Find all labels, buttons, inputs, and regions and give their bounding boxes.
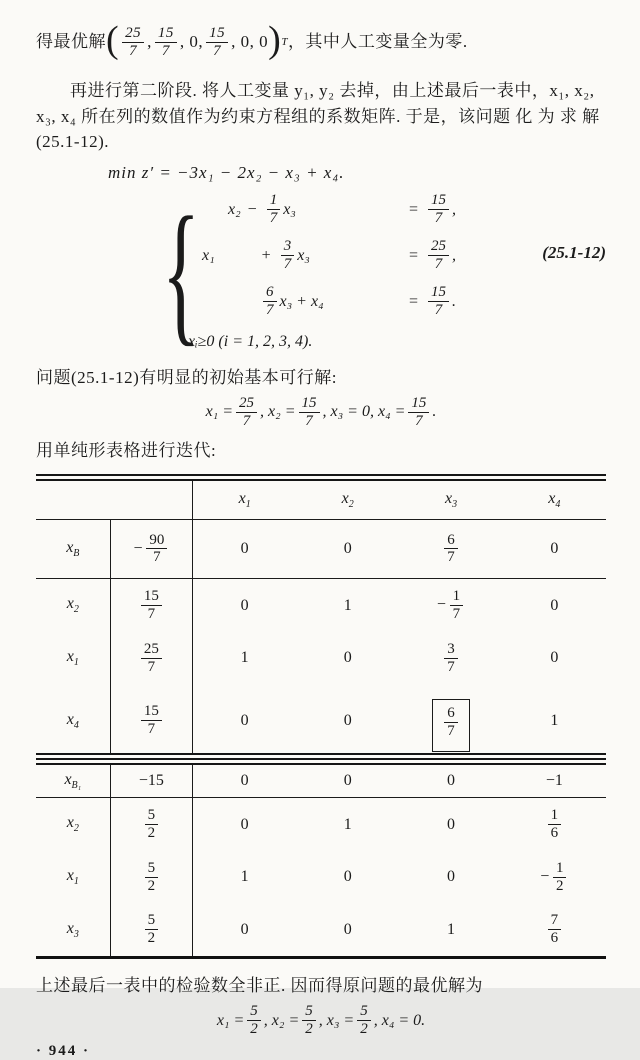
table-row [36,851,606,904]
fraction: $\frac{25}{7}$ [122,25,144,60]
cell: 0 [240,920,249,938]
open-paren: ( [106,19,120,61]
fraction: $\frac{15}{7}$ [408,395,429,430]
term: x₃ [297,246,310,264]
iterate-intro: 用单纯形表格进行迭代: [36,441,217,460]
fraction: $\frac{1}{7}$ [267,192,281,227]
pivot-cell [399,684,502,754]
fraction: $\frac{5}{2}$ [357,1003,371,1038]
objective-row [36,765,606,798]
cell: 0 [240,711,249,729]
equation-row [202,187,606,233]
cell: − $\frac{1}{7}$ [399,579,502,632]
initial-solution-line [36,390,606,434]
punctuation: . [452,292,457,310]
cell: 0 [503,519,606,579]
basis-value [110,579,193,632]
basis-value: −15 [110,765,193,798]
punctuation: , [452,246,457,264]
fraction: $\frac{3}{7}$ [444,641,458,676]
cell: 0 [193,765,296,798]
separator: , 0, [179,32,204,52]
term: , x₃ = 0, x₄ = [322,403,406,420]
basis-value: − $\frac{90}{7}$ [110,519,193,579]
column-header-x1: $x_1$ [193,481,296,520]
fraction: $\frac{5}{2}$ [145,807,159,842]
fraction: $\frac{5}{2}$ [302,1003,316,1038]
final-solution-line [36,999,606,1043]
operator: + [261,246,271,264]
term: x₃ + x₄ [279,292,324,310]
equals-sign: = [409,200,419,218]
term: x₁ = [205,403,234,420]
term: , x₄ = 0. [373,1011,426,1029]
fraction: $\frac{1}{6}$ [548,807,562,842]
cell: 1 [240,868,249,886]
objective-row [36,519,606,579]
table-row [36,632,606,685]
term: , x₂ = [260,403,296,420]
basis-value [110,684,193,754]
equation-label: (25.1-12) [542,242,606,262]
fraction: $\frac{15}{7}$ [428,284,449,319]
row-label: $x_1$ [36,632,110,685]
cell [503,903,606,956]
term: x₁ [202,246,215,264]
page-number: · 944 · [36,1042,91,1059]
close-paren: ) [268,19,282,61]
empty-cell [110,481,193,520]
fraction: $\frac{90}{7}$ [146,532,167,567]
middle-double-rule [36,758,606,765]
paragraph-line: 再进行第二阶段. 将人工变量 y₁, y₂ 去掉，由上述最后一表中，x₁, x₂, [70,81,595,100]
cell: 0 [343,711,352,729]
cell: 0 [447,868,456,886]
cell: 0 [296,519,399,579]
simplex-table [36,474,606,960]
cell: 0 [399,765,502,798]
constraint-system [162,184,606,360]
cell: 0 [343,920,352,938]
intro-suffix: ，其中人工变量全为零. [287,32,468,52]
cell [503,798,606,851]
fraction: $\frac{15}{7}$ [155,25,177,60]
transpose-superscript: T [281,35,288,48]
cell: 1 [550,711,559,729]
fraction: $\frac{5}{2}$ [247,1003,261,1038]
separator: , [147,32,152,52]
cell: 0 [343,649,352,667]
term: x₂ [228,200,241,218]
cell: 1 [343,596,352,614]
cell: 0 [343,868,352,886]
feasible-solution-intro: 问题(25.1-12)有明显的初始基本可行解: [36,367,337,387]
fraction: $\frac{15}{7}$ [141,588,162,623]
cell: 0 [240,815,249,833]
fraction: $\frac{1}{7}$ [450,588,464,623]
cell [399,632,502,685]
row-label: $x_{B_1}$ [36,765,110,798]
row-label: $x_2$ [36,579,110,632]
cell: 0 [240,596,249,614]
bottom-rule [36,956,606,959]
operator: − [247,200,257,218]
fraction: $\frac{15}{7}$ [141,703,162,738]
table-row [36,798,606,851]
objective-function: min z′ = −3x₁ − 2x₂ − x₃ + x₄. [108,162,345,182]
empty-cell [36,481,110,520]
fraction: $\frac{25}{7}$ [428,238,449,273]
left-brace: { [162,184,200,360]
fraction: $\frac{7}{6}$ [548,912,562,947]
fraction: $\frac{3}{7}$ [281,238,295,273]
cell: 1 [447,920,456,938]
table-row [36,903,606,956]
fraction: $\frac{5}{2}$ [145,912,159,947]
fraction: $\frac{6}{7}$ [444,705,458,740]
cell: 1 [240,649,249,667]
pivot-box [432,699,470,752]
cell: 0 [193,519,296,579]
fraction: $\frac{25}{7}$ [236,395,257,430]
fraction: $\frac{15}{7}$ [299,395,320,430]
column-header-x3: $x_3$ [399,481,502,520]
fraction: $\frac{1}{2}$ [553,860,567,895]
simplex-tableau-1 [36,481,606,756]
cell: −1 [503,765,606,798]
fraction: $\frac{25}{7}$ [141,641,162,676]
term: , x₃ = [318,1011,355,1029]
nonnegativity-row: xᵢ≥0 (i = 1, 2, 3, 4). [188,332,313,350]
fraction: $\frac{15}{7}$ [206,25,228,60]
cell: 0 [296,765,399,798]
equals-sign: = [409,292,419,310]
paragraph-line: (25.1-12). [36,132,109,151]
row-label: $x_1$ [36,851,110,904]
basis-value [110,798,193,851]
row-label: $x_3$ [36,903,110,956]
basis-value [110,903,193,956]
term: , x₂ = [263,1011,300,1029]
cell: 1 [343,815,352,833]
top-double-rule [36,474,606,481]
cell: 0 [550,649,559,667]
fraction: $\frac{5}{2}$ [145,860,159,895]
table-row [36,579,606,632]
closing-text: 上述最后一表中的检验数全非正. 因而得原问题的最优解为 [36,976,483,996]
optimal-solution-line [36,18,606,66]
phase2-paragraph [36,78,606,155]
row-label: $x_B$ [36,519,110,579]
cell: 0 [550,596,559,614]
term: x₁ = [216,1011,245,1029]
equals-sign: = [409,246,419,264]
cell: − $\frac{1}{2}$ [503,851,606,904]
cell: 0 [447,815,456,833]
fraction: $\frac{6}{7}$ [263,284,277,319]
table-row [36,684,606,754]
header-row [36,481,606,520]
paragraph-line: x₃, x₄ 所在列的数值作为约束方程组的系数矩阵. 于是，该问题 化 为 求 解 [36,106,600,126]
intro-prefix: 得最优解 [36,32,106,52]
row-label: $x_2$ [36,798,110,851]
column-header-x4: $x_4$ [503,481,606,520]
basis-value [110,851,193,904]
simplex-tableau-2 [36,765,606,956]
punctuation: . [432,403,437,420]
row-label: $x_4$ [36,684,110,754]
column-header-x2: $x_2$ [296,481,399,520]
term: x₃ [283,200,296,218]
fraction: $\frac{6}{7}$ [444,532,458,567]
separator: , 0, 0 [231,32,269,52]
basis-value [110,632,193,685]
fraction: $\frac{15}{7}$ [428,192,449,227]
punctuation: , [452,200,457,218]
cell [399,519,502,579]
equation-row [202,279,606,325]
